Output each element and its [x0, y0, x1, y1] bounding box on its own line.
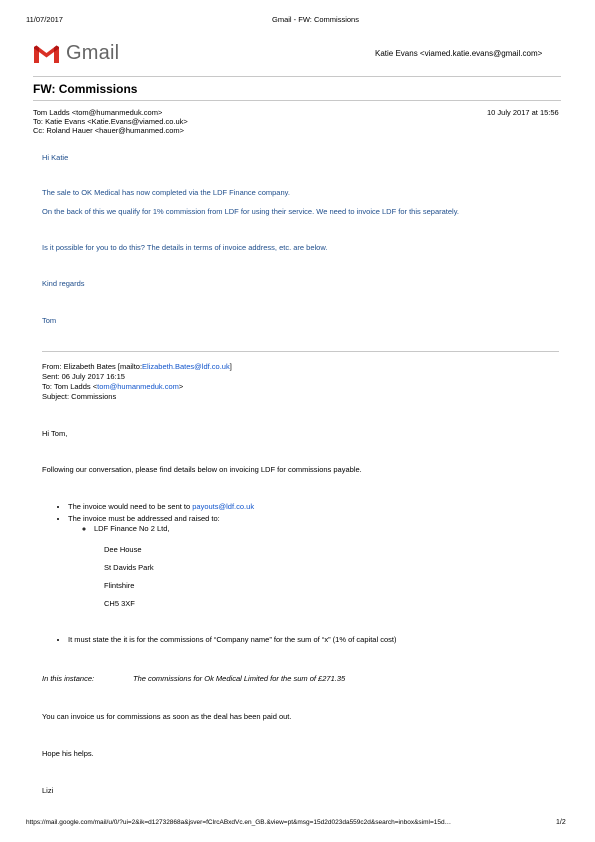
list-item-text: The invoice would need to be sent to [68, 502, 193, 511]
forwarded-paragraph: Following our conversation, please find details below on invoicing LDF for commissions payable. [42, 465, 362, 474]
address-line: St Davids Park [104, 563, 154, 572]
forwarded-to-label: To: Tom Ladds < [42, 382, 98, 391]
message-from: Tom Ladds <tom@humanmeduk.com> [33, 108, 163, 117]
message-paragraph: On the back of this we qualify for 1% commission from LDF for using their service. We need to invoice LDF for this separately. [42, 207, 459, 216]
message-cc: Cc: Roland Hauer <hauer@humanmed.com> [33, 126, 185, 135]
invoice-bullet-list [40, 501, 254, 524]
forwarded-to [42, 382, 183, 391]
message-paragraph: The sale to OK Medical has now completed via the LDF Finance company. [42, 188, 290, 197]
forwarded-from [42, 362, 232, 371]
forwarded-greeting: Hi Tom, [42, 429, 68, 438]
message-date: 10 July 2017 at 15:56 [487, 108, 559, 117]
list-item [68, 501, 254, 513]
list-item: ◦ LDF Finance No 2 Ltd, [94, 524, 169, 533]
forwarded-to-email-link[interactable]: tom@humanmeduk.com [97, 382, 179, 391]
gmail-logo-text: Gmail [66, 42, 120, 64]
instance-text: The commissions for Ok Medical Limited for the sum of £271.35 [133, 674, 346, 683]
address-sub-list [68, 524, 169, 533]
print-date: 11/07/2017 [26, 15, 63, 24]
payouts-email-link[interactable]: payouts@ldf.co.uk [192, 502, 255, 511]
print-page-number: 1/2 [556, 819, 566, 826]
instance-label: In this instance: [42, 674, 95, 683]
address-line: CH5 3XF [104, 599, 135, 608]
forwarded-from-label: From: Elizabeth Bates [mailto: [42, 362, 143, 371]
forwarded-to-end: > [178, 382, 184, 391]
message-to: To: Katie Evans <Katie.Evans@viamed.co.uk> [33, 117, 188, 126]
forwarded-from-email-link[interactable]: Elizabeth.Bates@ldf.co.uk [142, 362, 230, 371]
forwarded-from-end: ] [229, 362, 232, 371]
message-greeting: Hi Katie [42, 153, 69, 162]
print-url: https://mail.google.com/mail/u/0/?ui=2&ik=d12732868a&jsver=fClrcABxdVc.en_GB.&view=pt&msg=15d2d023da559c2d&search=inbox&siml=15d… [26, 819, 452, 826]
address-line: Dee House [104, 545, 142, 554]
account-email: Katie Evans <viamed.katie.evans@gmail.com> [375, 49, 543, 58]
subject-divider [33, 100, 561, 101]
list-item: • It must state the it is for the commissions of “Company name” for the sum of “x” (1% of capital cost) [68, 635, 396, 644]
forward-divider [42, 351, 559, 352]
list-item: • The invoice must be addressed and raised to: [68, 513, 254, 525]
message-paragraph: Is it possible for you to do this? The details in terms of invoice address, etc. are below. [42, 243, 328, 252]
invoice-bullet-list-2 [40, 635, 396, 644]
address-line: Flintshire [104, 581, 135, 590]
header-divider [33, 76, 561, 77]
forwarded-paragraph: Hope his helps. [42, 749, 94, 758]
forwarded-subject: Subject: Commissions [42, 392, 117, 401]
forwarded-paragraph: You can invoice us for commissions as soon as the deal has been paid out. [42, 712, 292, 721]
gmail-logo-icon [33, 44, 60, 64]
subject-title: FW: Commissions [33, 82, 138, 96]
forwarded-sent: Sent: 06 July 2017 16:15 [42, 372, 125, 381]
forwarded-signoff: Lizi [42, 786, 54, 795]
message-signature: Tom [42, 316, 57, 325]
print-title: Gmail - FW: Commissions [272, 15, 359, 24]
message-closing: Kind regards [42, 279, 85, 288]
